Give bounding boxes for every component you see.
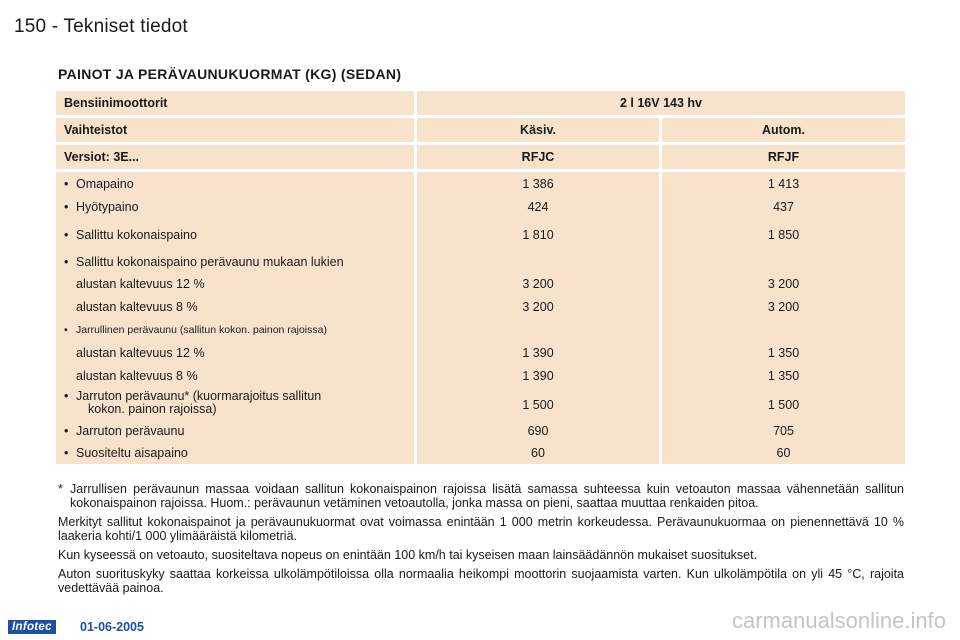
table-cell: 1 810 [522,228,554,242]
table-cell: 3 200 [522,277,554,291]
table-row-label: • Jarruton perävaunu* (kuormarajoitus sallitun kokon. painon rajoissa) [64,389,322,416]
footer-date: 01-06-2005 [80,620,144,634]
table-row-label: alustan kaltevuus 12 % [76,277,205,291]
table-cell: 1 413 [767,177,800,191]
table-cell: 1 390 [522,346,554,360]
table-cell: 1 390 [522,369,554,383]
table-row-label: • Omapaino [64,177,134,191]
gearbox-manual: Käsiv. [417,118,659,142]
engine-row [56,91,905,115]
table-cell: 3 200 [767,277,800,291]
version-auto: RFJF [662,145,905,169]
auto-values-column [662,172,905,464]
gearbox-label: Vaihteistot [56,118,414,142]
weights-body [56,172,905,464]
table-cell: 1 500 [767,398,800,412]
weights-table [56,91,905,464]
table-row-label: • Jarruton perävaunu [64,424,185,438]
version-label: Versiot: 3E... [56,145,414,169]
table-cell: 3 200 [767,300,800,314]
gearbox-row [56,118,905,142]
gearbox-auto: Autom. [662,118,905,142]
footnote-paragraph: Merkityt sallitut kokonaispainot ja perävaunukuormat ovat voimassa enintään 1 000 metrin korkeudessa. Perävaunukuormaa on pienennettävä 10 % laakeria kohti/1 000 ylimääräistä kilometriä. [58,515,904,543]
table-cell: 60 [776,446,791,460]
watermark: carmanualsonline.info [731,608,946,633]
table-cell: 1 850 [767,228,800,242]
table-cell: 437 [773,200,794,214]
table-row-label: • Suositeltu aisapaino [64,446,188,460]
table-row-label: alustan kaltevuus 12 % [76,346,205,360]
table-cell: 424 [527,200,549,214]
table-row-label: • Sallittu kokonaispaino perävaunu mukaan lukien [64,255,344,269]
table-row-label: • Jarrullinen perävaunu (sallitun kokon. painon rajoissa) [64,324,327,336]
table-cell: 3 200 [522,300,554,314]
table-cell: 1 350 [767,346,800,360]
table-cell: 705 [773,424,794,438]
table-row-label: • Hyötypaino [64,200,139,214]
footnote-asterisk: * Jarrullisen perävaunun massaa voidaan sallitun kokonaispainon rajoissa lisätä samassa suhteessa kuin vetoauton massaa vähennetään sallitun kokonaispainon rajoissa. Huom.: perävaunun vetäminen vetoautolla, jonka massa on pieni, saattaa muuttaa renkaiden pitoa. [58,482,904,510]
table-row-label: alustan kaltevuus 8 % [76,300,198,314]
engine-label: Bensiinimoottorit [56,91,414,115]
infotec-logo: Infotec [8,620,56,634]
table-row-label: alustan kaltevuus 8 % [76,369,198,383]
footnote-paragraph: Auton suorituskyky saattaa korkeissa ulkolämpötiloissa olla normaalia heikompi moottorin suojaamista varten. Kun ulkolämpötila on yli 45 °C, rajoita vedettävää painoa. [58,567,904,595]
section-title: PAINOT JA PERÄVAUNUKUORMAT (KG) (SEDAN) [58,66,402,82]
footnotes [58,482,904,595]
version-manual: RFJC [417,145,659,169]
table-cell: 1 386 [522,177,554,191]
table-row-label: • Sallittu kokonaispaino [64,228,197,242]
engine-value: 2 l 16V 143 hv [417,91,905,115]
version-row [56,145,905,169]
footnote-paragraph: Kun kyseessä on vetoauto, suositeltava nopeus on enintään 100 km/h tai kyseisen maan lainsäädännön mukaiset suositukset. [58,548,758,562]
manual-values-column [417,172,659,464]
table-cell: 1 500 [522,398,554,412]
table-cell: 60 [531,446,545,460]
table-cell: 1 350 [767,369,800,383]
table-cell: 690 [527,424,549,438]
page-header: 150 - Tekniset tiedot [14,16,188,37]
labels-column [56,172,414,464]
